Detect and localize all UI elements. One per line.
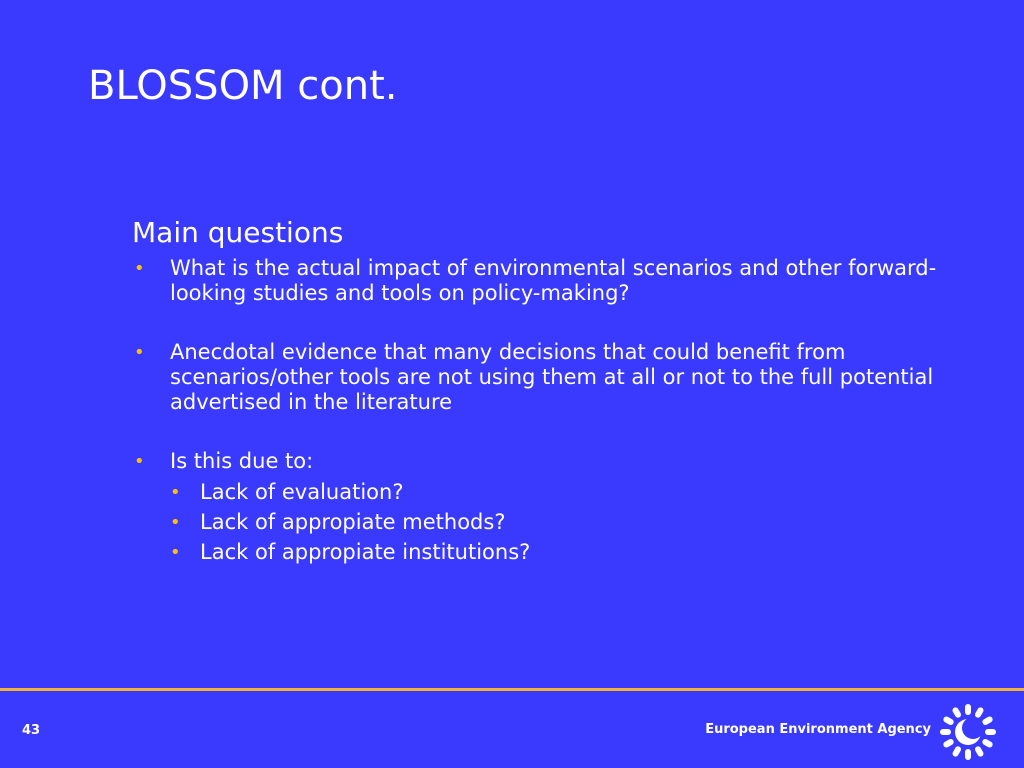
section-heading: Main questions <box>132 216 344 249</box>
sub-bullet-list <box>170 480 982 565</box>
bullet-text: Anecdotal evidence that many decisions that could benefit from scenarios/other tools are not using them at all or not to the full potential advertised in the literature <box>170 339 934 414</box>
bullet-text: Is this due to: <box>170 448 314 473</box>
sub-bullet-text: Lack of appropiate methods? <box>200 509 506 534</box>
sub-bullet-item <box>170 510 982 535</box>
bullet-text: What is the actual impact of environmental scenarios and other forward-looking studies and tools on policy-making? <box>170 255 937 305</box>
slide-title: BLOSSOM cont. <box>88 63 398 109</box>
page-number: 43 <box>22 723 41 738</box>
organization-name: European Environment Agency <box>705 722 931 737</box>
bullet-item <box>132 256 982 306</box>
sub-bullet-text: Lack of appropiate institutions? <box>200 539 531 564</box>
sub-bullet-item <box>170 480 982 505</box>
bullet-icon: • <box>170 511 181 533</box>
bullet-icon: • <box>170 541 181 563</box>
bullet-icon: • <box>134 257 145 279</box>
bullet-item <box>132 449 982 565</box>
bullet-icon: • <box>170 481 181 503</box>
slide-content <box>132 216 982 570</box>
bullet-icon: • <box>134 450 145 472</box>
bullet-item <box>132 340 982 415</box>
sub-bullet-item <box>170 540 982 565</box>
bullet-icon: • <box>134 341 145 363</box>
eea-sun-logo-icon <box>938 702 998 762</box>
footer-divider <box>0 688 1024 691</box>
bullet-list <box>132 256 982 565</box>
sub-bullet-text: Lack of evaluation? <box>200 479 404 504</box>
